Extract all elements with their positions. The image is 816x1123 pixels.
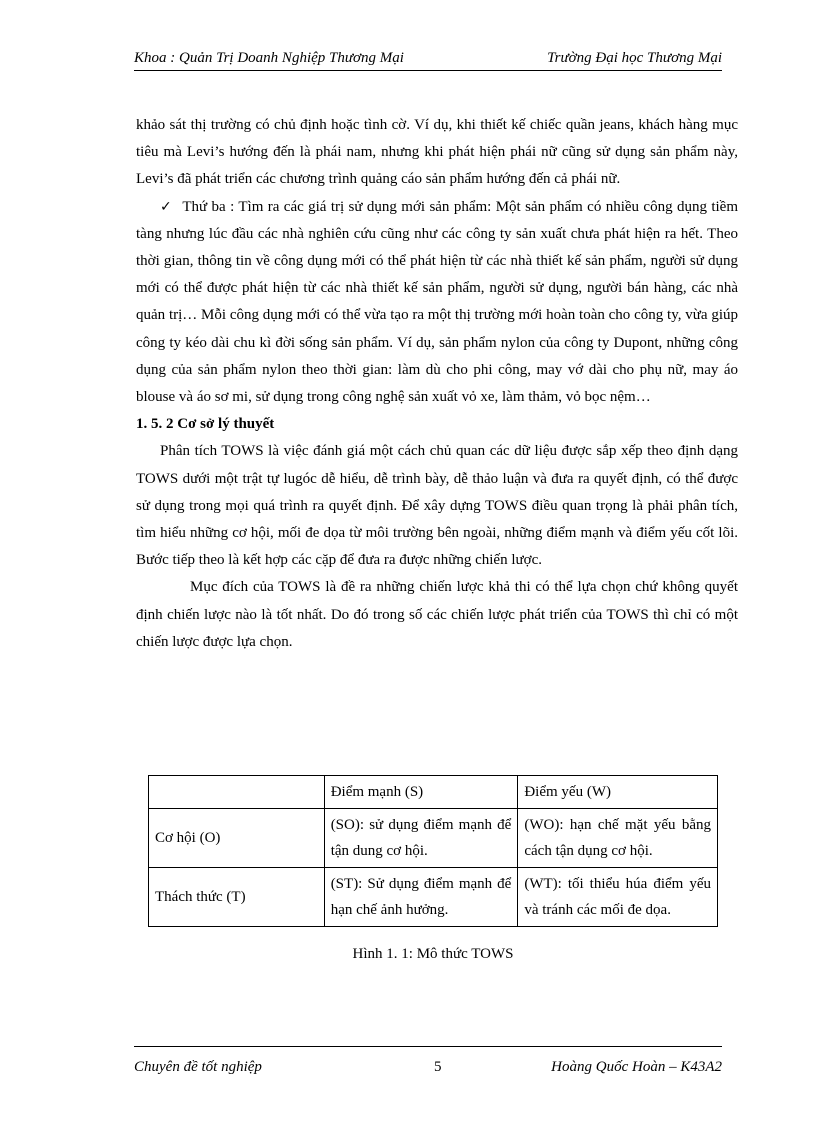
table-cell-so: (SO): sử dụng điểm mạnh để tận dung cơ hội. — [324, 809, 518, 868]
paragraph: khảo sát thị trường có chủ định hoặc tình cờ. Ví dụ, khi thiết kế chiếc quần jeans, khách hàng mục tiêu mà Levi’s hướng đến là phái nam, nhưng khi phát hiện phái nữ cũng sử dụng sản phẩm này, Levi’s đã phát triển các chương trình quảng cáo sản phẩm hướng đến cả phái nữ. — [136, 117, 738, 188]
footer-author: Hoàng Quốc Hoàn – K43A2 — [551, 1059, 722, 1075]
section-heading: 1. 5. 2 Cơ sở lý thuyết — [136, 416, 275, 433]
footer-title: Chuyên đề tốt nghiệp — [134, 1059, 262, 1075]
table-header-weaknesses: Điểm yếu (W) — [518, 776, 718, 809]
table-cell — [149, 776, 325, 809]
bullet-text: Thứ ba : Tìm ra các giá trị sử dụng mới sản phẩm: Một sản phẩm có nhiều công dụng tiềm tàng nhưng lúc đầu các nhà nghiên cứu cũng như các công ty sản xuất chưa phát hiện ra hết. Theo thời gian, thông tin về công dụng mới có thể phát hiện từ các nhà thiết kế sản phẩm, người sử dụng mới có thể được phát hiện từ các nhà thiết kế sản phẩm, người sử dụng, người bán hàng, các nhà quản trị… Mỗi công dụng mới có thể vừa tạo ra một thị trường mới hoàn toàn cho công ty, vừa giúp công ty kéo dài chu kì đời sống sản phẩm. Ví dụ, sản phẩm nylon của công ty Dupont, những công dụng của sản phẩm nylon theo thời gian: làm dù cho phi công, may vớ dài cho phụ nữ, may áo blouse và áo sơ mi, sử dụng trong công nghệ sản xuất vỏ xe, làm thảm, vỏ bọc nệm… — [136, 198, 738, 406]
table-header-row — [149, 776, 718, 809]
page-number: 5 — [434, 1059, 442, 1075]
paragraph: Phân tích TOWS là việc đánh giá một cách chủ quan các dữ liệu được sắp xếp theo định dạng TOWS dưới một trật tự lugóc dễ hiểu, dễ trình bày, dễ thảo luận và đưa ra quyết định, có thể được sử dụng trong mọi quá trình ra quyết định. Để xây dựng TOWS điều quan trọng là phải phân tích, tìm hiểu những cơ hội, mối đe dọa từ môi trường bên ngoài, những điểm mạnh và điểm yếu cốt lõi. Bước tiếp theo là kết hợp các cặp để đưa ra được những chiến lược. — [136, 443, 738, 569]
header-faculty: Khoa : Quản Trị Doanh Nghiệp Thương Mại — [134, 50, 404, 66]
row-label-threats: Thách thức (T) — [149, 868, 325, 927]
table-cell-wt: (WT): tối thiểu húa điểm yếu và tránh các mối đe dọa. — [518, 868, 718, 927]
table-header-strengths: Điểm mạnh (S) — [324, 776, 518, 809]
header-university: Trường Đại học Thương Mại — [547, 50, 722, 66]
table-cell-st: (ST): Sử dụng điểm mạnh để hạn chế ảnh hưởng. — [324, 868, 518, 927]
row-label-opportunities: Cơ hội (O) — [149, 809, 325, 868]
table-row — [149, 868, 718, 927]
checkmark-icon: ✓ — [160, 198, 173, 215]
page-header — [134, 48, 722, 71]
paragraph: Mục đích của TOWS là đề ra những chiến lược khả thi có thể lựa chọn chứ không quyết định chiến lược nào là tốt nhất. Do đó trong số các chiến lược phát triển của TOWS thì chỉ có một chiến lược được lựa chọn. — [136, 579, 738, 650]
document-body — [136, 112, 738, 656]
tows-table — [148, 775, 718, 927]
figure-caption: Hình 1. 1: Mô thức TOWS — [352, 946, 514, 962]
bullet-paragraph — [136, 194, 738, 412]
table-row — [149, 809, 718, 868]
table-cell-wo: (WO): hạn chế mặt yếu bằng cách tận dụng cơ hội. — [518, 809, 718, 868]
page-footer — [134, 1046, 722, 1075]
